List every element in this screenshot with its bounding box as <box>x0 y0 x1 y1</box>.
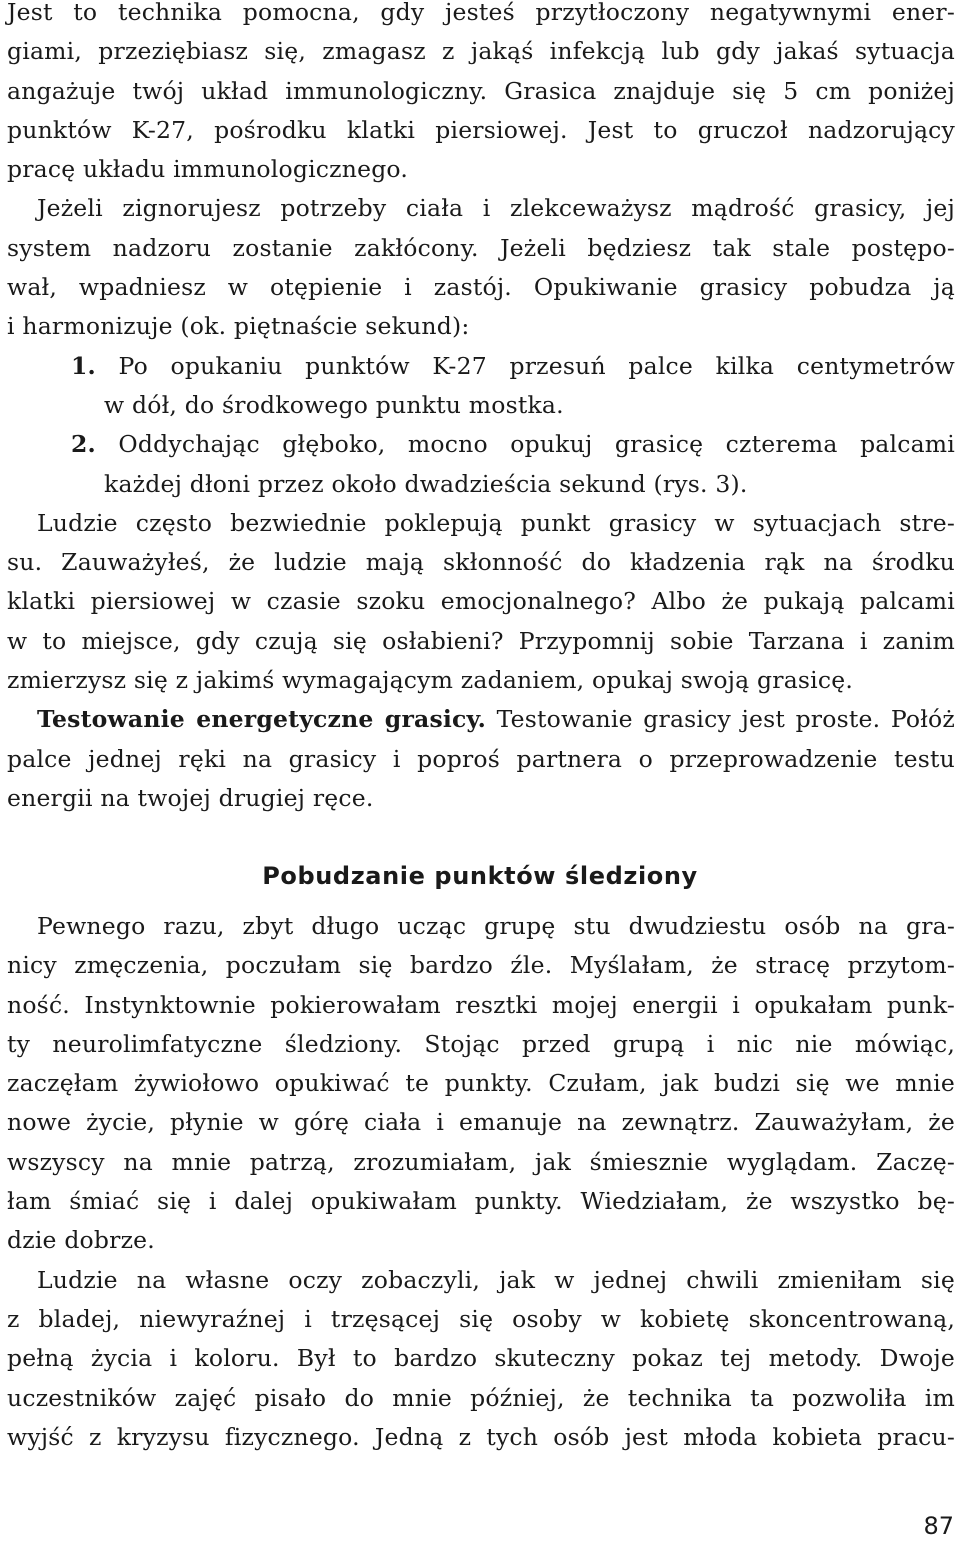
text-line: Ludzie na własne oczy zobaczyli, jak w jednej chwili zmieniłam się <box>37 1265 955 1294</box>
text-line: Jeżeli zignorujesz potrzeby ciała i zlekceważysz mądrość grasicy, jej <box>37 194 955 223</box>
text-line: dzie dobrze. <box>7 1226 155 1255</box>
text-line: system nadzoru zostanie zakłócony. Jeżeli będziesz tak stale postępo- <box>7 233 955 262</box>
text-line: pełną życia i koloru. Był to bardzo skuteczny pokaz tej metody. Dwoje <box>7 1344 955 1373</box>
text-line: ność. Instynktownie pokierowałam resztki mojej energii i opukałam punk- <box>7 990 955 1019</box>
section-heading: Pobudzanie punktów śledziony <box>262 862 698 890</box>
step-1-line: w dół, do środkowego punktu mostka. <box>104 390 564 419</box>
text-line: ty neurolimfatyczne śledziony. Stojąc przed grupą i nic nie mówiąc, <box>7 1029 955 1058</box>
text-line: angażuje twój układ immunologiczny. Grasica znajduje się 5 cm poniżej <box>7 76 955 105</box>
bold-lead: Testowanie energetyczne grasicy. <box>37 705 487 734</box>
text-line: wał, wpadniesz w otępienie i zastój. Opukiwanie grasicy pobudza ją <box>7 273 955 302</box>
step-text: Po opukaniu punktów K-27 przesuń palce kilka centymetrów <box>118 351 956 380</box>
text-line: Ludzie często bezwiednie poklepują punkt grasicy w sytuacjach stre- <box>37 508 955 537</box>
text-line: klatki piersiowej w czasie szoku emocjonalnego? Albo że pukają palcami <box>7 587 955 616</box>
text-line: Pewnego razu, zbyt długo ucząc grupę stu dwudziestu osób na gra- <box>37 912 955 940</box>
text-line: wszyscy na mnie patrzą, zrozumiałam, jak śmiesznie wyglądam. Zaczę- <box>7 1147 955 1176</box>
text-line: i harmonizuje (ok. piętnaście sekund): <box>7 312 470 341</box>
text-line: zmierzysz się z jakimś wymagającym zadaniem, opukaj swoją grasicę. <box>7 666 854 695</box>
text-line: nowe życie, płynie w górę ciała i emanuje na zewnątrz. Zauważyłam, że <box>7 1108 955 1137</box>
text-line: Jest to technika pomocna, gdy jesteś przytłoczony negatywnymi ener- <box>7 0 955 26</box>
text-line: pracę układu immunologicznego. <box>7 155 409 184</box>
text-run: Testowanie grasicy jest proste. Połóż <box>486 705 955 734</box>
text-line: energii na twojej drugiej ręce. <box>7 783 374 812</box>
text-line <box>7 700 955 739</box>
step-1-line <box>7 347 955 386</box>
page-number: 87 <box>923 1512 954 1540</box>
text-line: giami, przeziębiasz się, zmagasz z jakąś infekcją lub gdy jakaś sytuacja <box>7 37 955 66</box>
text-line: uczestników zajęć pisało do mnie później, że technika ta pozwoliła im <box>7 1383 955 1412</box>
text-line: wyjść z kryzysu fizycznego. Jedną z tych osób jest młoda kobieta pracu- <box>7 1422 955 1451</box>
step-number: 1. <box>71 351 96 380</box>
text-line: w to miejsce, gdy czują się osłabieni? Przypomnij sobie Tarzana i zanim <box>7 626 955 655</box>
text-line: z bladej, niewyraźnej i trzęsącej się osoby w kobietę skoncentrowaną, <box>7 1304 955 1333</box>
step-number: 2. <box>71 430 96 459</box>
text-line: palce jednej ręki na grasicy i poproś partnera o przeprowadzenie testu <box>7 744 955 773</box>
text-line: zaczęłam żywiołowo opukiwać te punkty. Czułam, jak budzi się we mnie <box>7 1069 955 1098</box>
text-line: punktów K-27, pośrodku klatki piersiowej. Jest to gruczoł nadzorujący <box>7 115 955 144</box>
text-line: łam śmiać się i dalej opukiwałam punkty. Wiedziałam, że wszystko bę- <box>7 1187 955 1216</box>
text-line: nicy zmęczenia, poczułam się bardzo źle. Myślałam, że stracę przytom- <box>7 951 955 980</box>
paragraph-intro <box>7 0 955 818</box>
step-2-line: każdej dłoni przez około dwadzieścia sekund (rys. 3). <box>104 469 748 498</box>
paragraph-spleen <box>7 907 955 1457</box>
step-2-line <box>7 425 955 464</box>
step-text: Oddychając głęboko, mocno opukuj grasicę czterema palcami <box>118 430 956 459</box>
text-line: su. Zauważyłeś, że ludzie mają skłonność do kładzenia rąk na środku <box>7 548 955 577</box>
